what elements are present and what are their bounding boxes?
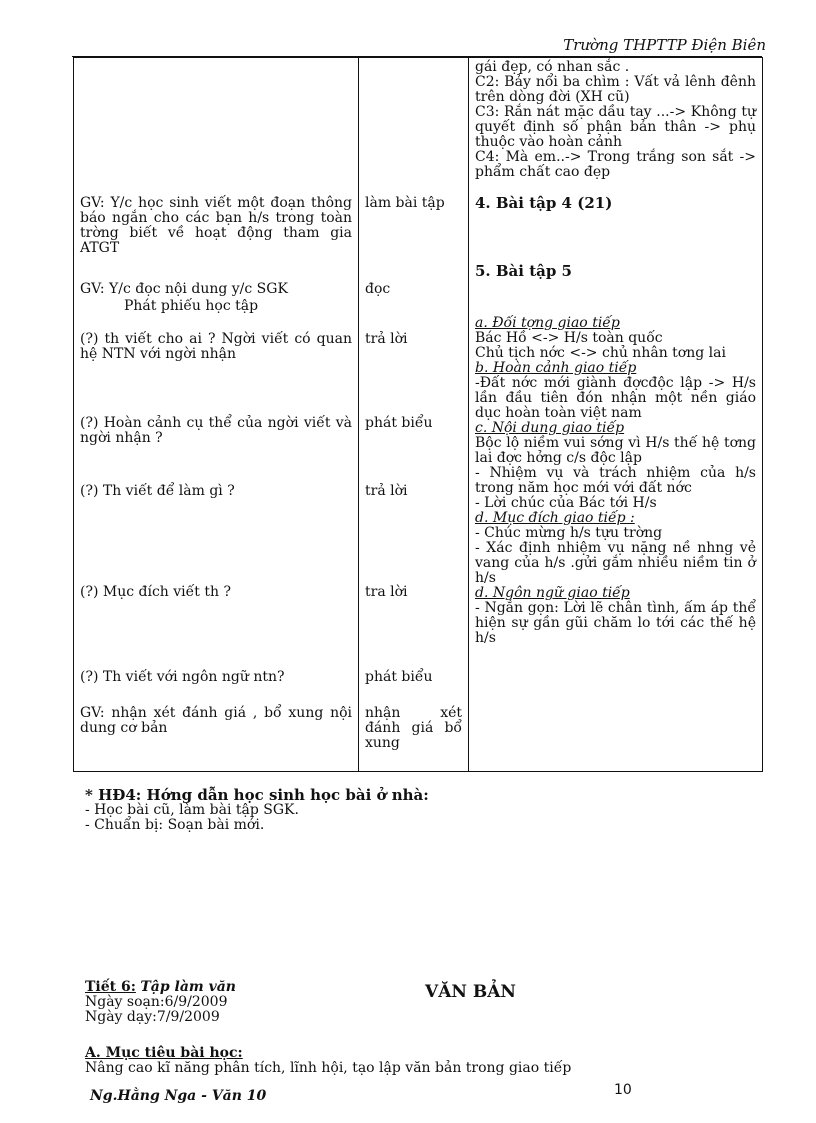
student-answer-2: trả lời (365, 483, 408, 499)
student-speak-1: phát biểu (365, 415, 433, 431)
exercise-5-heading: 5. Bài tập 5 (475, 262, 572, 280)
answer-line: - Ngắn gọn: Lời lẽ chân tình, ấm áp thể hiện sự gần gũi chăm lo tới các thế hệ h/s (475, 600, 756, 646)
school-header: Trường THPTTP Điện Biên (563, 36, 766, 54)
teach-date: Ngày dạy:7/9/2009 (85, 1009, 220, 1025)
answer-line: - Xác định nhiệm vụ nặng nề nhng vẻ vang của h/s .gửi gắm nhiều niềm tin ở h/s (475, 540, 756, 586)
subheading-e: d. Ngôn ngữ giao tiếp (475, 585, 630, 601)
period-label: Tiết 6: (85, 979, 136, 995)
answer-line: - Nhiệm vụ và trách nhiệm của h/s trong năm học mới với đất nớc (475, 465, 756, 496)
note-line: C4: Mà em..-> Trong trắng son sắt -> phẩm chất cao đẹp (475, 149, 756, 180)
subject-name: Tập làm văn (140, 979, 236, 995)
exercise-5-answer (475, 316, 756, 646)
lesson-info (85, 980, 385, 1025)
student-do-exercise: làm bài tập (365, 195, 445, 211)
student-answer-1: trả lời (365, 331, 408, 347)
lesson-title: VĂN BẢN (425, 982, 516, 1002)
answer-line: - Lời chúc của Bác tới H/s (475, 495, 657, 511)
question-recipient: (?) th viết cho ai ? Ngời viết có quan hệ NTN với ngời nhận (80, 331, 352, 362)
objectives-text: Nâng cao kĩ năng phân tích, lĩnh hội, tạo lập văn bản trong giao tiếp (85, 1060, 572, 1076)
lesson-table (73, 57, 763, 772)
gv-task-read: GV: Y/c đọc nội dung y/c SGK (80, 281, 288, 297)
answer-line: Bộc lộ niềm vui sớng vì H/s thế hệ tơng lai đợc hởng c/s độc lập (475, 435, 756, 466)
question-purpose: (?) Th viết để làm gì ? (80, 483, 235, 499)
answer-line: - Chúc mừng h/s tựu trờng (475, 525, 663, 541)
previous-exercise-notes (475, 60, 756, 180)
homework-line: - Học bài cũ, làm bài tập SGK. (85, 802, 299, 818)
answer-line: -Đất nớc mới giành đợcđộc lập -> H/s lần đầu tiên đón nhận một nền giáo dục hoàn toàn việt nam (475, 375, 756, 421)
note-line: gái đẹp, có nhan sắc . (475, 59, 630, 75)
gv-task-handout: Phát phiếu học tập (124, 298, 259, 314)
homework-section (85, 788, 685, 833)
note-line: C3: Rắn nát mặc dầu tay ...-> Không tự quyết định số phận bản thân -> phụ thuộc vào hoàn cảnh (475, 104, 756, 150)
answer-line: Chủ tịch nớc <-> chủ nhân tơng lai (475, 345, 726, 361)
subheading-b: b. Hoàn cảnh giao tiếp (475, 360, 637, 376)
gv-task-write-notice: GV: Y/c học sinh viết một đoạn thông báo ngắn cho các bạn h/s trong toàn trờng biết về hoạt động tham gia ATGT (80, 195, 352, 256)
note-line: C2: Bảy nổi ba chìm : Vất vả lênh đênh trên dòng đời (XH cũ) (475, 74, 756, 105)
subheading-a: a. Đối tợng giao tiếp (475, 315, 620, 331)
gv-summary: GV: nhận xét đánh giá , bổ xung nội dung cơ bản (80, 705, 352, 736)
answer-line: Bác Hồ <-> H/s toàn quốc (475, 330, 663, 346)
homework-title: * HĐ4: Hớng dẫn học sinh học bài ở nhà: (85, 786, 429, 804)
author-footer: Ng.Hằng Nga - Văn 10 (90, 1088, 267, 1104)
lesson-period (85, 980, 385, 995)
objectives-section (85, 1046, 705, 1076)
student-read: đọc (365, 281, 391, 297)
question-aim: (?) Mục đích viết th ? (80, 584, 231, 600)
student-speak-2: phát biểu (365, 669, 433, 685)
subheading-c: c. Nội dung giao tiếp (475, 420, 625, 436)
question-language: (?) Th viết với ngôn ngữ ntn? (80, 669, 285, 685)
page-number: 10 (614, 1082, 632, 1098)
subheading-d: d. Mục đích giao tiếp : (475, 510, 635, 526)
question-context: (?) Hoàn cảnh cụ thể của ngời viết và ngời nhận ? (80, 415, 352, 446)
student-review: nhận xét đánh giá bổ xung (365, 705, 462, 751)
student-activity-column (359, 58, 469, 772)
exercise-4-heading: 4. Bài tập 4 (21) (475, 194, 613, 212)
objectives-title: A. Mục tiêu bài học: (85, 1045, 243, 1061)
student-answer-3: tra lời (365, 584, 408, 600)
homework-line: - Chuẩn bị: Soạn bài mới. (85, 817, 265, 833)
content-column (469, 58, 763, 772)
teacher-activity-column (74, 58, 359, 772)
prep-date: Ngày soạn:6/9/2009 (85, 994, 228, 1010)
